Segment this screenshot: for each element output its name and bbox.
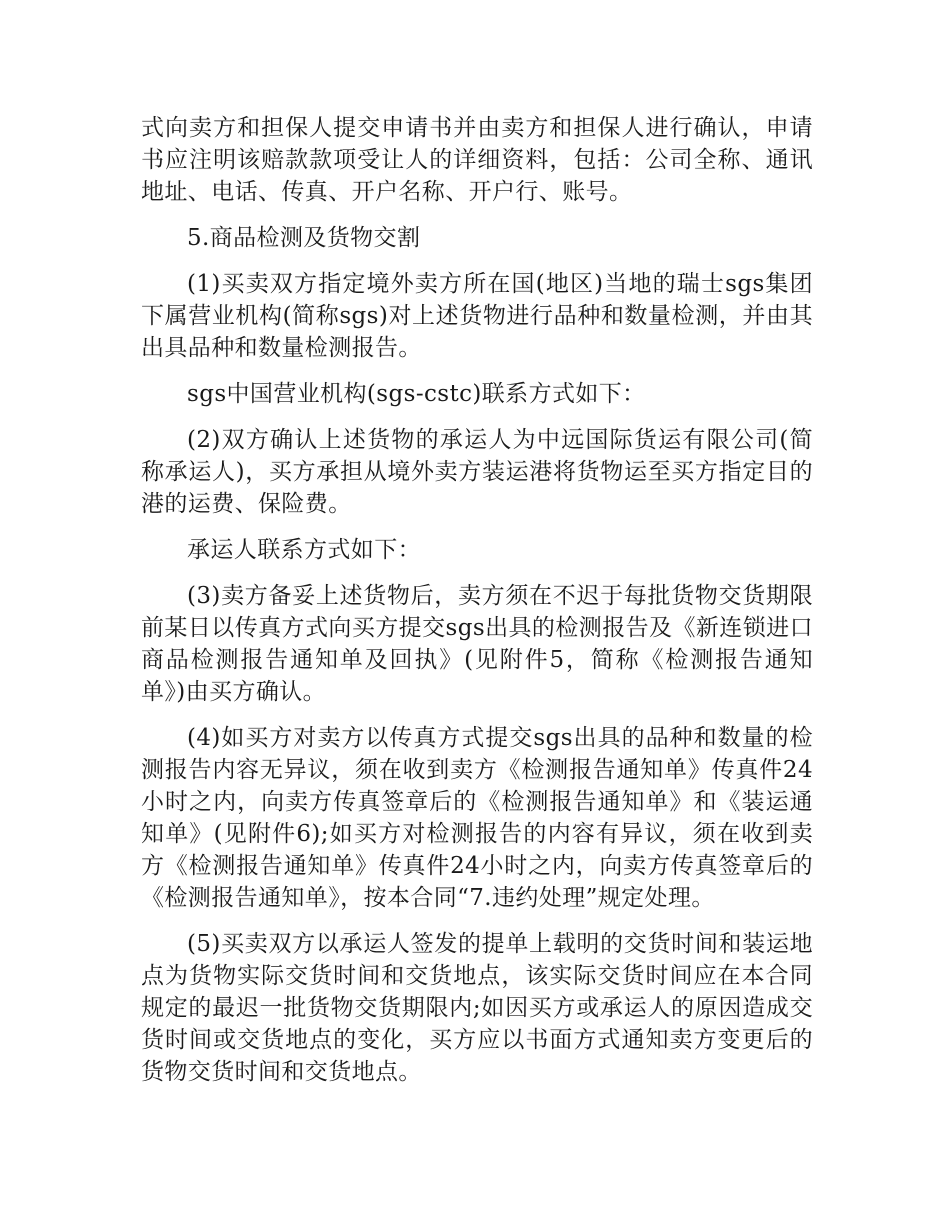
paragraph-item-4: (4)如买方对卖方以传真方式提交sgs出具的品种和数量的检测报告内容无异议，须在收到卖方《检测报告通知单》传真件24小时之内，向卖方传真签章后的《检测报告通知单》和《装运通知单》(见附件6);如买方对检测报告的内容有异议，须在收到卖方《检测报告通知单》传真件24小时之内，向卖方传真签章后的《检测报告通知单》，按本合同“7.违约处理”规定处理。: [141, 725, 813, 911]
paragraph-item-1: (1)买卖双方指定境外卖方所在国(地区)当地的瑞士sgs集团下属营业机构(简称sgs)对上述货物进行品种和数量检测，并由其出具品种和数量检测报告。: [141, 271, 813, 361]
paragraph-continuation: 式向卖方和担保人提交申请书并由卖方和担保人进行确认，申请书应注明该赔款款项受让人的详细资料，包括：公司全称、通讯地址、电话、传真、开户名称、开户行、账号。: [141, 115, 813, 205]
paragraph-item-5: (5)买卖双方以承运人签发的提单上载明的交货时间和装运地点为货物实际交货时间和交货地点，该实际交货时间应在本合同规定的最迟一批货物交货期限内;如因买方或承运人的原因造成交货时间或交货地点的变化，买方应以书面方式通知卖方变更后的货物交货时间和交货地点。: [141, 931, 813, 1085]
section-heading: 5.商品检测及货物交割: [187, 225, 421, 251]
paragraph-item-3: (3)卖方备妥上述货物后，卖方须在不迟于每批货物交货期限前某日以传真方式向买方提交sgs出具的检测报告及《新连锁进口商品检测报告通知单及回执》(见附件5，简称《检测报告通知单》)由买方确认。: [141, 583, 813, 705]
document-body: [141, 112, 813, 1102]
paragraph-sgs-contact: sgs中国营业机构(sgs-cstc)联系方式如下：: [187, 381, 646, 407]
paragraph-carrier-contact: 承运人联系方式如下：: [187, 537, 421, 563]
paragraph-item-2: (2)双方确认上述货物的承运人为中远国际货运有限公司(简称承运人)，买方承担从境外卖方装运港将货物运至买方指定目的港的运费、保险费。: [141, 427, 813, 517]
